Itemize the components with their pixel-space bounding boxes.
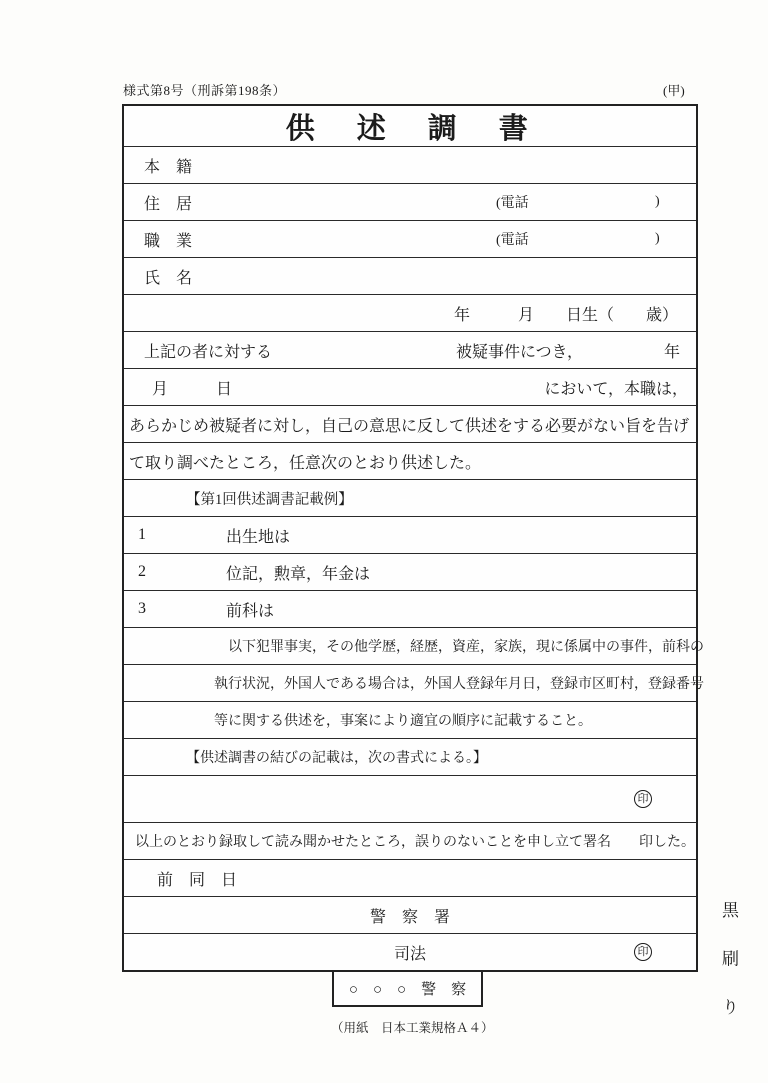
item-2-text: 位記，勲章，年金は	[226, 565, 371, 583]
example-header-row	[124, 479, 696, 516]
example-header-label: 【第1回供述調書記載例】	[186, 491, 353, 508]
previous-same-day-label: 前 同 日	[157, 871, 238, 889]
police-station-label: 警 察 署	[369, 908, 450, 926]
case-middle-label: 被疑事件につき，	[456, 343, 584, 361]
residence-phone-close: )	[655, 194, 660, 209]
occupation-phone-open: (電話	[496, 233, 529, 248]
item-row-1	[124, 516, 696, 553]
note-line-2-row	[124, 664, 704, 701]
residence-row	[124, 183, 696, 220]
item-row-2	[124, 553, 696, 590]
advisory-line-2-row	[124, 442, 696, 479]
note-line-1: 以下犯罪事実，その他学歴，経歴，資産，家族，現に係属中の事件，前科の	[228, 640, 704, 655]
case-row	[124, 331, 696, 368]
advisory-line-2: て取り調べたところ，任意次のとおり供述した。	[129, 454, 482, 472]
seal-icon	[634, 790, 652, 808]
date-right-label: において，本職は，	[544, 380, 688, 398]
note-line-3: 等に関する供述を，事案により適宜の順序に記載すること。	[214, 714, 592, 729]
signature-seal-row	[124, 775, 696, 822]
date-row	[124, 368, 696, 405]
note-line-2: 執行状況，外国人である場合は，外国人登録年月日，登録市区町村，登録番号	[214, 677, 704, 692]
birthdate-row	[124, 294, 696, 331]
name-row	[124, 257, 696, 294]
closing-header-row	[124, 738, 696, 775]
occupation-phone-close: )	[655, 231, 660, 246]
closing-statement: 以上のとおり録取して読み聞かせたところ，誤りのないことを申し立て署名 印した。	[135, 835, 695, 850]
item-2-number: 2	[138, 563, 146, 580]
residence-label: 住 居	[144, 195, 193, 213]
residence-phone-open: (電話	[496, 196, 529, 211]
closing-statement-row	[124, 822, 696, 859]
advisory-line-1: あらかじめ被疑者に対し，自己の意思に反して供述をする必要がない旨を告げ	[129, 417, 690, 435]
case-year-label: 年	[663, 343, 680, 361]
occupation-row	[124, 220, 696, 257]
police-station-row	[124, 896, 696, 933]
seal-character: 印	[637, 945, 649, 958]
birthdate-label: 年 月 日生（ 歳）	[453, 306, 678, 324]
item-1-text: 出生地は	[226, 528, 291, 546]
seal-icon	[634, 943, 652, 961]
occupation-label: 職 業	[144, 232, 193, 250]
police-name-placeholder: ○ ○ ○ 警 察	[348, 982, 467, 998]
corner-mark-kou: (甲)	[663, 83, 685, 98]
case-left-label: 上記の者に対する	[144, 343, 273, 361]
registered-domicile-label: 本 籍	[144, 158, 193, 176]
item-row-3	[124, 590, 696, 627]
black-print-vertical-note: 黒刷り	[719, 901, 738, 1047]
form-title-row	[124, 106, 696, 146]
advisory-line-1-row	[124, 405, 696, 442]
name-label: 氏 名	[144, 269, 193, 287]
seal-character: 印	[637, 792, 649, 805]
previous-same-day-row	[124, 859, 696, 896]
judicial-police-label: 司法	[393, 945, 426, 963]
paper-size-note: （用紙 日本工業規格Ａ４）	[331, 1021, 494, 1035]
item-1-number: 1	[138, 526, 146, 543]
police-name-box	[332, 970, 483, 1007]
date-month-day-label: 月 日	[152, 380, 233, 398]
registered-domicile-row	[124, 146, 696, 183]
statement-form-table	[122, 104, 704, 972]
item-3-text: 前科は	[226, 602, 275, 620]
form-title: 供 述 調 書	[285, 112, 535, 145]
note-line-3-row	[124, 701, 696, 738]
closing-header-label: 【供述調書の結びの記載は，次の書式による。】	[186, 751, 487, 766]
item-3-number: 3	[138, 600, 146, 617]
judicial-police-row	[124, 933, 696, 970]
note-line-1-row	[124, 627, 704, 664]
form-number-label: 様式第8号（刑訴第198条）	[123, 83, 287, 98]
